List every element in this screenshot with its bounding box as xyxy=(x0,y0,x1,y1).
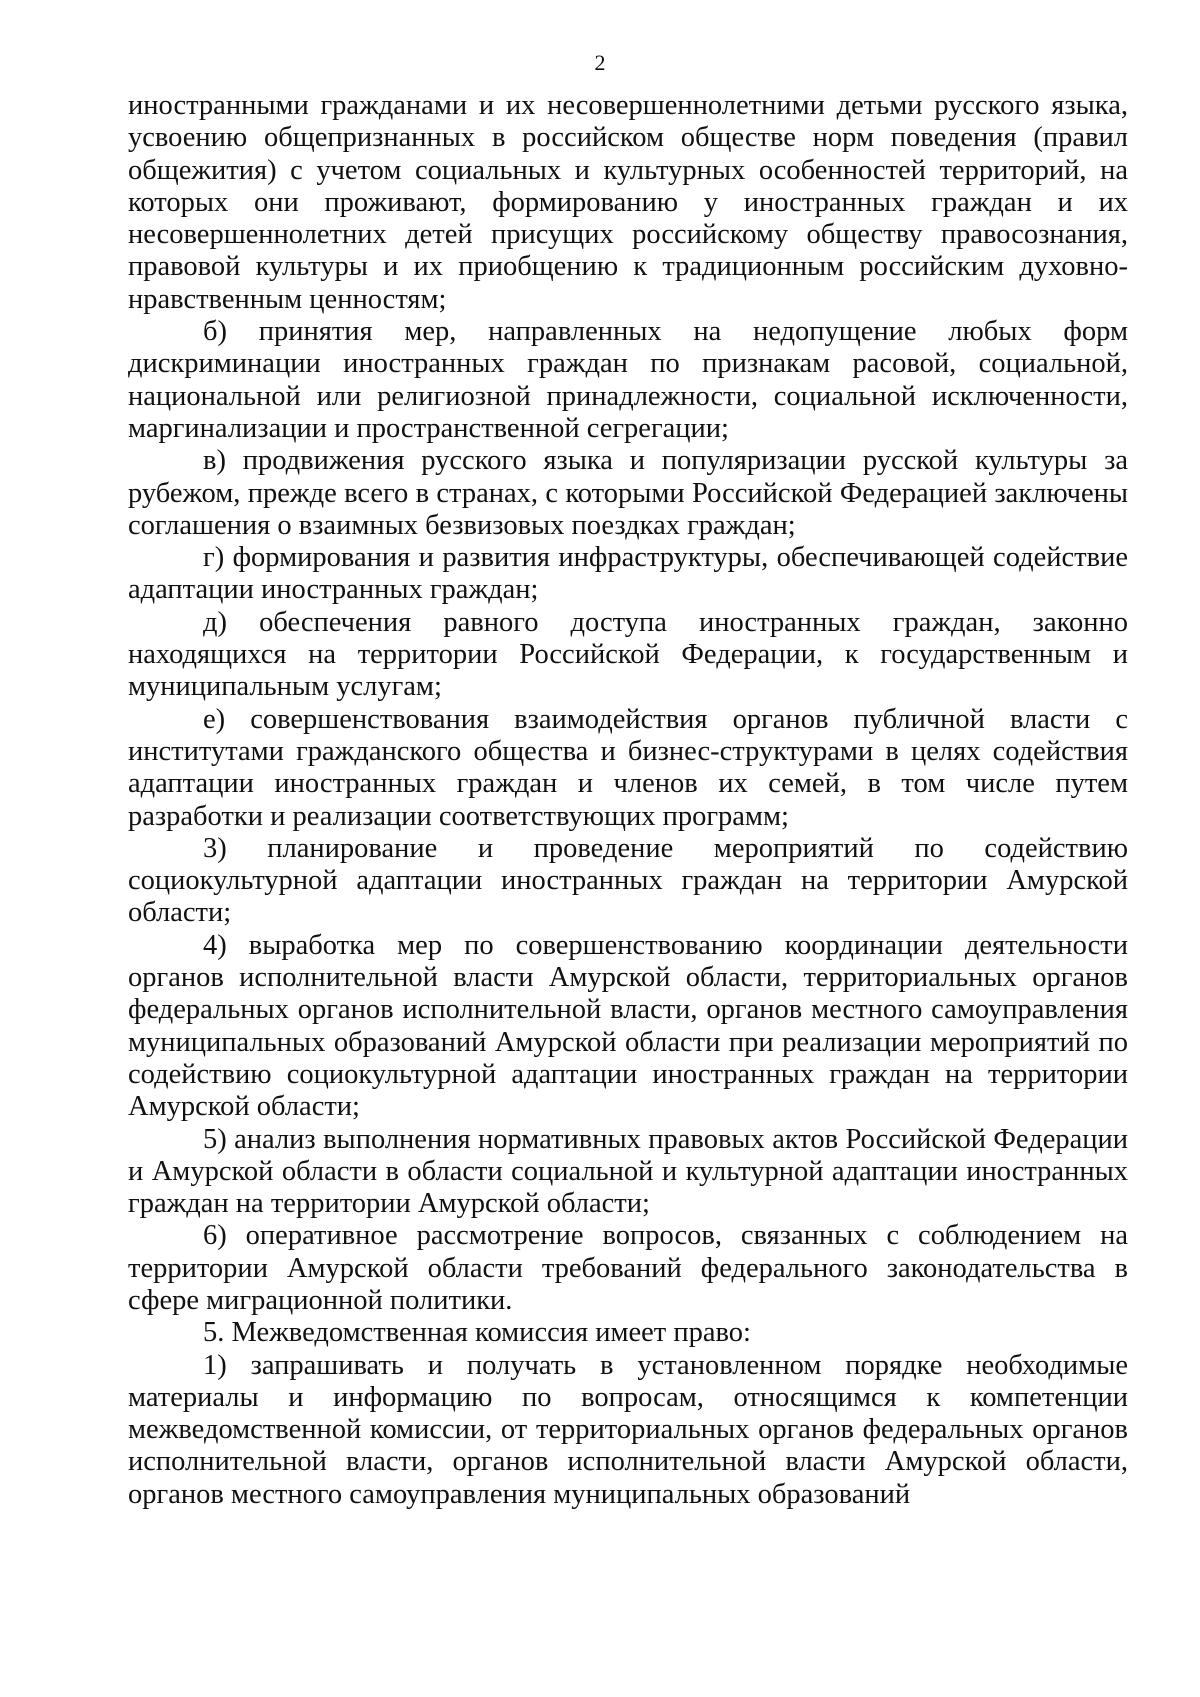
paragraph-item-3: 3) планирование и проведение мероприятий по содействию социокультурной адаптации иностранных граждан на территории Амурской области; xyxy=(128,832,1128,929)
paragraph-item-v: в) продвижения русского языка и популяризации русской культуры за рубежом, прежде всего в странах, с которыми Российской Федерацией заключены соглашения о взаимных безвизовых поездках граждан; xyxy=(128,445,1128,541)
paragraph-right-1: 1) запрашивать и получать в установленном порядке необходимые материалы и информацию по вопросам, относящимся к компетенции межведомственной комиссии, от территориальных органов федеральных органов исполнительной власти, органов исполнительной власти Амурской области, органов местного самоуправления муниципальных образований xyxy=(128,1349,1128,1510)
document-body xyxy=(128,90,1128,1511)
section-heading-5: 5. Межведомственная комиссия имеет право: xyxy=(203,1317,751,1349)
paragraph-item-4: 4) выработка мер по совершенствованию координации деятельности органов исполнительной власти Амурской области, территориальных органов федеральных органов исполнительной власти, органов местного самоуправления муниципальных образований Амурской области при реализации мероприятий по содействию социокультурной адаптации иностранных граждан на территории Амурской области; xyxy=(128,929,1128,1123)
paragraph-item-b: б) принятия мер, направленных на недопущение любых форм дискриминации иностранных граждан по признакам расовой, социальной, национальной или религиозной принадлежности, социальной исключенности, маргинализации и пространственной сегрегации; xyxy=(128,316,1128,444)
paragraph-item-d: д) обеспечения равного доступа иностранных граждан, законно находящихся на территории Российской Федерации, к государственным и муниципальным услугам; xyxy=(128,606,1128,703)
page-number: 2 xyxy=(594,50,606,75)
paragraph-item-5: 5) анализ выполнения нормативных правовых актов Российской Федерации и Амурской области в области социальной и культурной адаптации иностранных граждан на территории Амурской области; xyxy=(128,1123,1128,1220)
paragraph-item-g: г) формирования и развития инфраструктуры, обеспечивающей содействие адаптации иностранных граждан; xyxy=(128,542,1128,606)
paragraph-item-e: е) совершенствования взаимодействия органов публичной власти с институтами гражданского общества и бизнес-структурами в целях содействия адаптации иностранных граждан и членов их семей, в том числе путем разработки и реализации соответствующих программ; xyxy=(128,703,1128,832)
paragraph-item-6: 6) оперативное рассмотрение вопросов, связанных с соблюдением на территории Амурской области требований федерального законодательства в сфере миграционной политики. xyxy=(128,1220,1128,1316)
paragraph-continuation: иностранными гражданами и их несовершеннолетними детьми русского языка, усвоению общепризнанных в российском обществе норм поведения (правил общежития) с учетом социальных и культурных особенностей территорий, на которых они проживают, формированию у иностранных граждан и их несовершеннолетних детей присущих российскому обществу правосознания, правовой культуры и их приобщению к традиционным российским духовно-нравственным ценностям; xyxy=(128,90,1128,315)
